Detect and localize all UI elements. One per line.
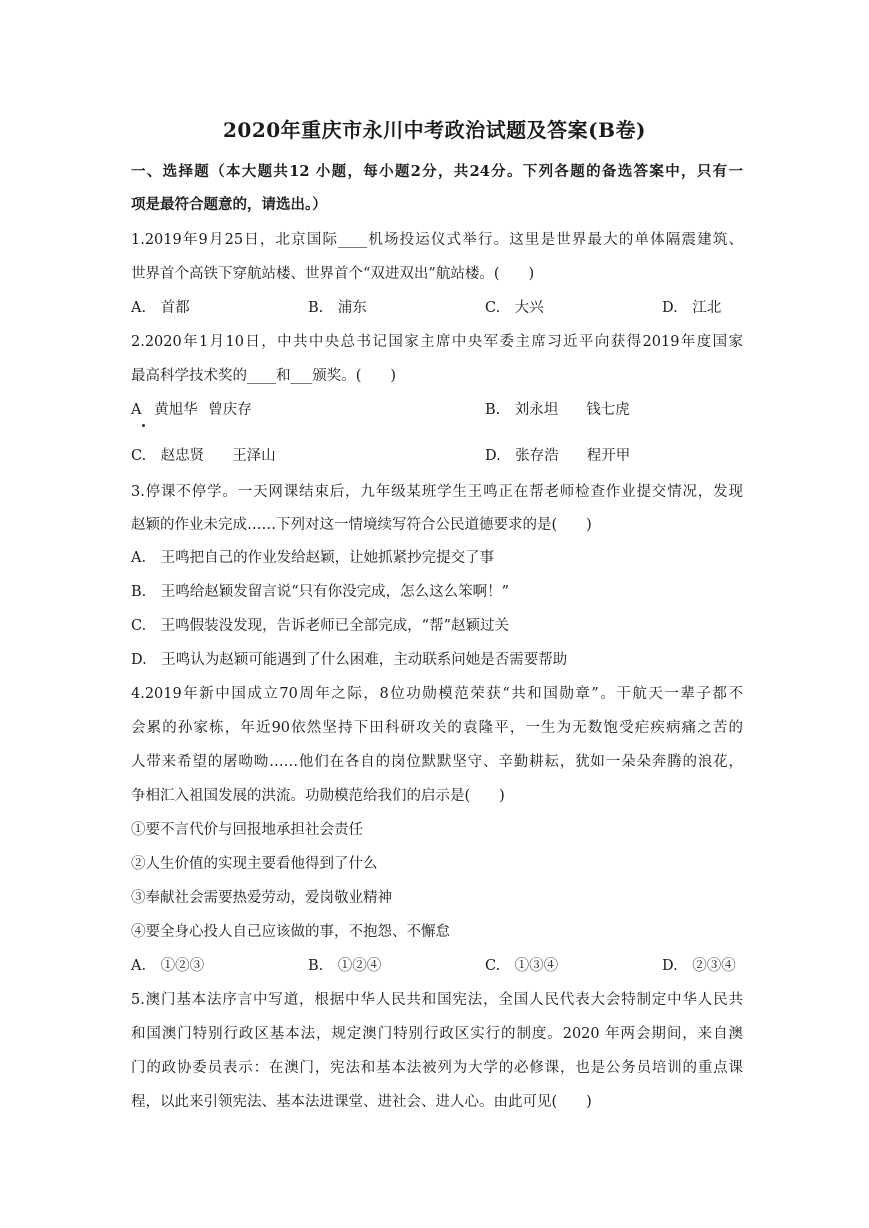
question-4-line-1: 4.2019年新中国成立70周年之际，8位功勋模范荣获“共和国勋章”。干航天一辈子都不 <box>131 686 743 702</box>
question-2-option-c-label: C. 赵忠贤 <box>131 448 205 464</box>
question-2-option-a-person-2: 曾庆存 <box>208 402 252 418</box>
question-1-line-1: 1.2019年9月25日，北京国际____机场投运仪式举行。这里是世界最大的单体隔震建筑、 <box>131 232 743 248</box>
question-2-option-c-person-2: 王泽山 <box>232 448 276 464</box>
question-5-line-4: 程，以此来引领宪法、基本法进课堂、进社会、进人心。由此可见( ) <box>131 1094 592 1110</box>
question-2-option-b-label: B. 刘永坦 <box>485 402 559 418</box>
question-4-item-4: ④要全身心投人自己应该做的事，不抱怨、不懈怠 <box>131 924 450 940</box>
question-2-line-1: 2.2020年1月10日，中共中央总书记国家主席中央军委主席习近平向获得2019年度国家 <box>131 334 743 350</box>
question-4-item-1: ①要不言代价与回报地承担社会责任 <box>131 822 363 838</box>
question-5-line-3: 门的政协委员表示：在澳门，宪法和基本法被列为大学的必修课，也是公务员培训的重点课 <box>131 1060 743 1076</box>
section-heading-line-1: 一、选择题（本大题共12 小题，每小题2分，共24分。下列各题的备选答案中，只有一 <box>131 163 743 180</box>
question-3-option-c[interactable]: C. 王鸣假装没发现，告诉老师已全部完成，“帮”赵颖过关 <box>131 618 510 634</box>
question-5-line-2: 和国澳门特别行政区基本法，规定澳门特别行政区实行的制度。2020 年两会期间，来自澳 <box>131 1026 743 1042</box>
question-3-line-2: 赵颖的作业未完成……下列对这一情境续写符合公民道德要求的是( ) <box>131 517 592 533</box>
question-3-line-1: 3.停课不停学。一天网课结束后，九年级某班学生王鸣正在帮老师检查作业提交情况，发现 <box>131 484 743 500</box>
question-2-option-b-person-2: 钱七虎 <box>586 402 630 418</box>
question-2-option-c[interactable] <box>131 444 276 465</box>
page-title: 2020年重庆市永川中考政治试题及答案(B卷) <box>223 118 646 142</box>
question-2-option-d[interactable] <box>485 444 630 465</box>
question-1-option-b[interactable]: B. 浦东 <box>308 300 367 316</box>
question-3-option-d[interactable]: D. 王鸣认为赵颖可能遇到了什么困难，主动联系问她是否需要帮助 <box>131 652 568 668</box>
question-4-option-c[interactable]: C. ①③④ <box>485 958 559 974</box>
question-4-line-3: 人带来希望的屠呦呦……他们在各自的岗位默默坚守、辛勤耕耘，犹如一朵朵奔腾的浪花， <box>131 754 743 770</box>
question-4-line-4: 争相汇入祖国发展的洪流。功勋模范给我们的启示是( ) <box>131 788 505 804</box>
section-heading-line-2: 项是最符合题意的，请选出。） <box>131 196 327 213</box>
question-4-option-a[interactable]: A. ①②③ <box>131 958 205 974</box>
question-3-option-a[interactable]: A. 王鸣把自己的作业发给赵颖，让她抓紧抄完提交了事 <box>131 550 495 566</box>
question-2-option-b[interactable] <box>485 398 630 419</box>
question-2-option-d-person-2: 程开甲 <box>586 448 631 464</box>
question-4-line-2: 会累的孙家栋，年近90依然坚持下田科研攻关的袁隆平，一生为无数饱受疟疾病痛之苦的 <box>131 720 743 736</box>
question-2-line-2: 最高科学技术奖的____和___颁奖。( ) <box>131 368 397 384</box>
question-4-option-d[interactable]: D. ②③④ <box>662 958 736 974</box>
question-1-line-2: 世界首个高铁下穿航站楼、世界首个“双进双出”航站楼。( ) <box>131 266 535 282</box>
question-4-item-3: ③奉献社会需要热爱劳动，爱岗敬业精神 <box>131 890 392 906</box>
question-3-option-b[interactable]: B. 王鸣给赵颖发留言说“只有你没完成，怎么这么笨啊！” <box>131 584 510 600</box>
question-5-line-1: 5.澳门基本法序言中写道，根据中华人民共和国宪法，全国人民代表大会特制定中华人民共 <box>131 992 743 1008</box>
question-2-option-a-label: A <box>131 402 142 418</box>
question-1-option-d[interactable]: D. 江北 <box>662 300 722 316</box>
question-1-option-a[interactable]: A. 首都 <box>131 300 190 316</box>
stray-dot <box>142 424 145 427</box>
question-4-option-b[interactable]: B. ①②④ <box>308 958 382 974</box>
question-2-option-a-person-1: 黄旭华 <box>154 402 198 418</box>
question-4-item-2: ②人生价值的实现主要看他得到了什么 <box>131 856 378 872</box>
question-1-option-c[interactable]: C. 大兴 <box>485 300 544 316</box>
question-2-option-d-label: D. 张存浩 <box>485 448 559 464</box>
question-2-option-a[interactable] <box>131 398 252 419</box>
